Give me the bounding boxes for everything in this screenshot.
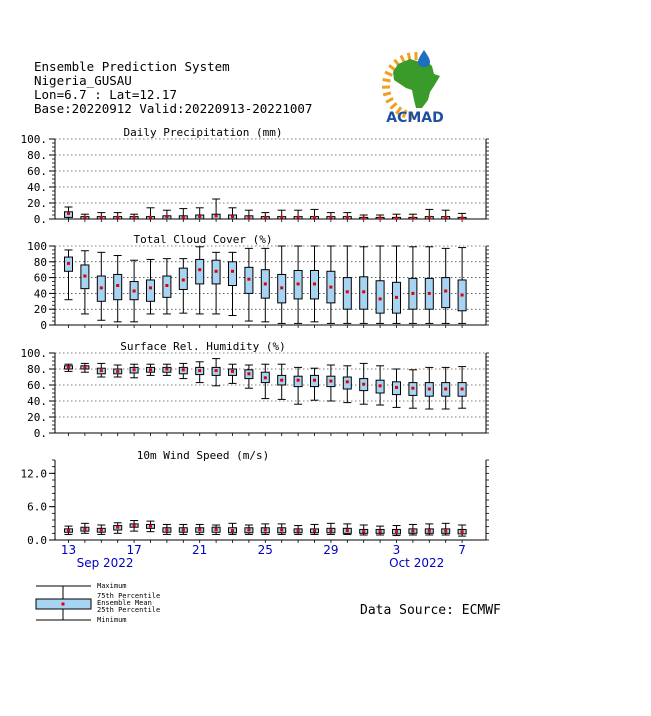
mean-marker [379,530,382,533]
mean-marker [346,290,349,293]
mean-marker [362,290,365,293]
mean-marker [67,366,70,369]
x-tick-label: 13 [60,543,77,557]
box-day-15 [294,210,302,219]
box-day-9 [196,524,204,534]
box-day-3 [97,252,105,320]
mean-marker [83,216,86,219]
chart-title: Surface Rel. Humidity (%) [120,340,286,353]
mean-marker [149,216,152,219]
mean-marker [165,368,168,371]
box-day-18 [343,366,351,403]
chart-panel-2 [27,233,489,332]
legend-75th-percentile: 75th Percentile [97,592,161,600]
box-day-20 [376,366,384,405]
mean-marker [182,278,185,281]
box-day-15 [294,367,302,404]
legend-25th-percentile: 25th Percentile [97,606,161,614]
mean-marker [461,388,464,391]
box-day-25 [458,213,466,219]
header-dates: Base:20220912 Valid:20220913-20221007 [34,101,313,116]
box-day-5 [130,364,138,378]
mean-marker [329,529,332,532]
box-day-2 [81,363,89,372]
mean-marker [411,217,414,220]
mean-marker [329,380,332,383]
iqr-box [196,259,204,283]
box-day-22 [409,370,417,408]
mean-marker [100,216,103,219]
box-day-10 [212,199,220,219]
mean-marker [428,216,431,219]
mean-marker [411,530,414,533]
box-day-10 [212,359,220,386]
box-day-3 [97,363,105,377]
mean-marker [280,286,283,289]
box-day-4 [114,255,122,321]
box-day-20 [376,215,384,220]
mean-marker [215,270,218,273]
mean-marker [247,278,250,281]
mean-marker [116,284,119,287]
mean-marker [313,530,316,533]
iqr-box [147,280,155,301]
box-day-15 [294,526,302,535]
box-day-3 [97,525,105,534]
y-tick-label: 60. [27,165,47,178]
box-day-20 [376,246,384,323]
y-tick-label: 80. [27,149,47,162]
mean-marker [83,366,86,369]
mean-marker [461,530,464,533]
mean-marker [280,379,283,382]
box-day-14 [278,246,286,323]
box-day-11 [229,364,237,383]
mean-marker [231,370,234,373]
box-day-16 [311,524,319,534]
mean-marker [67,529,70,532]
mean-marker [165,529,168,532]
mean-marker [264,529,267,532]
mean-marker [198,215,201,218]
mean-marker [444,290,447,293]
y-tick-label: 0 [40,319,47,332]
mean-marker [313,216,316,219]
mean-marker [280,529,283,532]
mean-marker [379,297,382,300]
box-day-25 [458,525,466,536]
box-day-6 [147,208,155,219]
chart-panel-4 [21,449,490,547]
y-tick-label: 20. [27,197,47,210]
mean-marker [231,215,234,218]
mean-marker [379,217,382,220]
y-tick-label: 0. [33,427,47,440]
box-day-10 [212,525,220,534]
box-day-8 [179,363,187,378]
box-day-12 [245,248,253,321]
box-day-17 [327,246,335,323]
mean-marker [182,529,185,532]
mean-marker [247,372,250,375]
mean-marker [264,216,267,219]
y-tick-label: 100. [20,133,47,146]
box-day-9 [196,247,204,314]
mean-marker [83,275,86,278]
box-day-16 [311,368,319,400]
box-day-4 [114,213,122,219]
mean-marker [297,282,300,285]
y-tick-label: 20 [33,303,47,317]
box-day-22 [409,214,417,220]
mean-marker [297,530,300,533]
mean-marker [428,292,431,295]
mean-marker [165,284,168,287]
mean-marker [116,526,119,529]
x-tick-label: 25 [257,543,273,557]
box-day-13 [261,364,269,398]
y-tick-label: 80. [27,363,47,376]
box-day-13 [261,524,269,535]
mean-marker [444,388,447,391]
box-day-5 [130,260,138,322]
mean-marker [280,216,283,219]
mean-marker [264,282,267,285]
mean-marker [329,286,332,289]
mean-marker [100,369,103,372]
box-day-17 [327,523,335,534]
iqr-box [376,281,384,313]
y-tick-label: 20. [27,411,47,424]
y-tick-label: 0. [33,213,47,226]
mean-marker [182,368,185,371]
chart-panel-1 [21,126,490,226]
y-tick-label: 100. [20,347,47,360]
mean-marker [100,529,103,532]
box-day-18 [343,524,351,535]
legend-minimum: Minimum [97,616,127,624]
box-day-25 [458,367,466,409]
x-tick-label: 7 [458,543,466,557]
mean-marker [67,212,70,215]
mean-marker [411,387,414,390]
box-day-7 [163,210,171,219]
mean-marker [67,262,70,265]
x-tick-label: 17 [126,543,142,557]
mean-marker [215,528,218,531]
box-day-19 [360,247,368,324]
box-day-14 [278,364,286,399]
mean-marker [313,282,316,285]
box-day-14 [278,524,286,535]
legend-mean-marker [62,603,65,606]
data-source: Data Source: ECMWF [360,603,501,618]
mean-marker [182,216,185,219]
box-day-6 [147,259,155,314]
box-day-21 [393,246,401,323]
mean-marker [379,384,382,387]
mean-marker [395,296,398,299]
box-day-5 [130,521,138,532]
chart-title: Total Cloud Cover (%) [133,233,273,246]
box-day-6 [147,364,155,375]
box-day-7 [163,524,171,534]
mean-marker [346,529,349,532]
mean-marker [215,369,218,372]
box-day-2 [81,523,89,533]
x-month-label: Sep 2022 [76,556,134,570]
box-day-5 [130,214,138,219]
box-day-24 [442,248,450,323]
box-day-23 [425,247,433,324]
y-tick-label: 12.0 [20,467,47,481]
chart-title: Daily Precipitation (mm) [123,126,283,139]
mean-marker [198,268,201,271]
box-day-16 [311,246,319,322]
box-day-25 [458,248,466,324]
box-day-11 [229,208,237,219]
y-tick-label: 80 [33,255,47,269]
mean-marker [428,530,431,533]
mean-marker [198,369,201,372]
mean-marker [247,529,250,532]
box-day-9 [196,208,204,219]
mean-marker [149,368,152,371]
box-day-1 [65,250,73,300]
y-tick-label: 40 [33,287,47,301]
iqr-box [114,274,122,299]
box-day-2 [81,214,89,219]
mean-marker [346,380,349,383]
y-tick-label: 100 [27,240,47,253]
y-tick-label: 0.0 [27,534,47,547]
mean-marker [411,292,414,295]
box-day-7 [163,364,171,375]
box-day-6 [147,521,155,532]
box-day-17 [327,213,335,219]
mean-marker [428,388,431,391]
box-day-11 [229,523,237,534]
mean-marker [133,368,136,371]
box-day-8 [179,209,187,219]
mean-marker [444,216,447,219]
legend-ensemble-mean: Ensemble Mean [97,599,152,607]
box-day-4 [114,365,122,377]
box-day-24 [442,523,450,535]
box-day-24 [442,210,450,219]
iqr-box [229,262,237,286]
box-day-8 [179,524,187,534]
mean-marker [264,376,267,379]
mean-marker [149,286,152,289]
y-tick-label: 60. [27,379,47,392]
box-day-19 [360,525,368,535]
iqr-box [442,278,450,308]
mean-marker [215,214,218,217]
box-day-17 [327,365,335,401]
box-day-14 [278,210,286,219]
box-day-19 [360,215,368,220]
x-tick-label: 3 [392,543,401,557]
box-day-23 [425,524,433,535]
chart-title: 10m Wind Speed (m/s) [136,449,270,462]
box-day-4 [114,523,122,534]
box-day-18 [343,213,351,219]
mean-marker [83,527,86,530]
box-day-3 [97,213,105,219]
mean-marker [395,530,398,533]
box-day-11 [229,252,237,315]
mean-marker [444,530,447,533]
box-day-13 [261,213,269,219]
y-tick-label: 40. [27,181,47,194]
box-day-10 [212,252,220,314]
box-day-21 [393,369,401,407]
mean-marker [116,370,119,373]
legend-glyph [36,586,91,620]
box-day-20 [376,526,384,535]
x-tick-label: 21 [192,543,208,557]
header-system: Ensemble Prediction System [34,59,230,74]
box-day-22 [409,247,417,324]
mean-marker [297,216,300,219]
box-day-23 [425,209,433,219]
box-day-19 [360,363,368,404]
box-day-1 [65,364,73,371]
box-day-12 [245,210,253,219]
box-day-1 [65,526,73,534]
mean-marker [247,216,250,219]
mean-marker [149,525,152,528]
box-day-12 [245,525,253,534]
box-day-15 [294,246,302,323]
y-tick-label: 6.0 [27,500,47,514]
mean-marker [231,529,234,532]
box-day-9 [196,362,204,383]
mean-marker [395,386,398,389]
mean-marker [329,216,332,219]
box-day-18 [343,246,351,323]
header-station: Nigeria_GUSAU [34,73,132,88]
box-day-21 [393,526,401,536]
box-day-21 [393,214,401,220]
mean-marker [133,216,136,219]
mean-marker [313,379,316,382]
y-tick-label: 40. [27,395,47,408]
y-tick-label: 60 [33,271,47,285]
mean-marker [198,528,201,531]
box-day-2 [81,251,89,314]
mean-marker [100,286,103,289]
legend-maximum: Maximum [97,582,127,590]
box-day-23 [425,367,433,409]
x-tick-label: 29 [323,543,339,557]
box-day-1 [65,207,73,219]
mean-marker [297,379,300,382]
box-day-7 [163,259,171,314]
chart-panel-3 [21,340,490,440]
box-day-8 [179,259,187,314]
x-month-label: Oct 2022 [389,556,445,570]
box-day-24 [442,367,450,409]
mean-marker [346,216,349,219]
mean-marker [116,216,119,219]
mean-marker [165,215,168,218]
box-day-13 [261,248,269,321]
logo-text: ACMAD [386,110,444,126]
mean-marker [461,293,464,296]
mean-marker [362,383,365,386]
mean-marker [395,217,398,220]
mean-marker [133,290,136,293]
box-day-16 [311,209,319,219]
mean-marker [231,270,234,273]
mean-marker [362,530,365,533]
mean-marker [133,524,136,527]
mean-marker [362,217,365,220]
header-coordinates: Lon=6.7 : Lat=12.17 [34,87,177,102]
iqr-box [343,278,351,310]
box-day-22 [409,524,417,535]
mean-marker [461,217,464,220]
